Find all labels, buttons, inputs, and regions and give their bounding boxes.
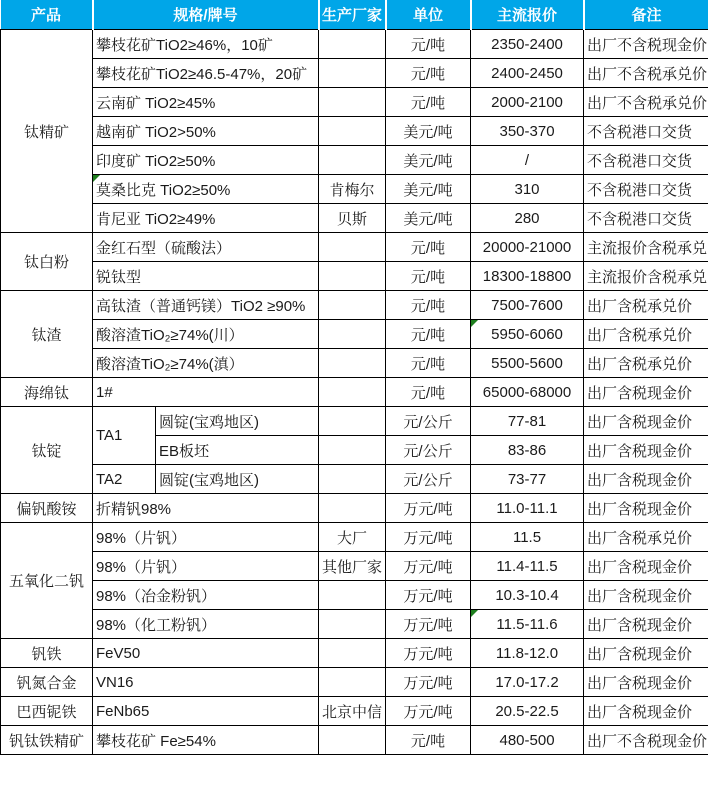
cell-price: 2000-2100 [471,88,584,117]
table-row [1,349,708,378]
cell-note: 出厂不含税承兑价 [584,88,708,117]
cell-price: 73-77 [471,465,584,494]
cell-note: 出厂含税现金价 [584,639,708,668]
cell-maker [319,726,386,755]
cell-price: / [471,146,584,175]
cell-spec: 98%（冶金粉钒） [93,581,319,610]
cell-maker [319,291,386,320]
cell-spec: 印度矿 TiO2≥50% [93,146,319,175]
table-row [1,610,708,639]
cell-maker [319,581,386,610]
table-row [1,30,708,59]
cell-subspec: 圆锭(宝鸡地区) [156,407,319,436]
cell-maker: 肯梅尔 [319,175,386,204]
cell-price: 83-86 [471,436,584,465]
column-header-spec: 规格/牌号 [93,0,319,30]
cell-price: 11.5-11.6 [471,610,584,639]
cell-spec: 金红石型（硫酸法） [93,233,319,262]
cell-unit: 元/吨 [386,349,471,378]
cell-note: 不含税港口交货 [584,204,708,233]
table-row [1,407,708,436]
cell-spec: 攀枝花矿TiO2≥46.5-47%，20矿 [93,59,319,88]
cell-product: 钒氮合金 [1,668,93,697]
cell-note: 出厂含税承兑价 [584,291,708,320]
cell-spec: 酸溶渣TiO₂≥74%(滇） [93,349,319,378]
cell-note: 出厂含税现金价 [584,697,708,726]
cell-unit: 万元/吨 [386,581,471,610]
column-header-note: 备注 [584,0,708,30]
table-row [1,262,708,291]
cell-unit: 元/吨 [386,59,471,88]
cell-product: 钛渣 [1,291,93,378]
cell-note: 出厂不含税承兑价 [584,59,708,88]
cell-grade: TA2 [93,465,156,494]
cell-price: 20000-21000 [471,233,584,262]
cell-note: 出厂含税现金价 [584,668,708,697]
cell-price: 10.3-10.4 [471,581,584,610]
cell-note: 出厂不含税现金价 [584,726,708,755]
cell-product: 五氧化二钒 [1,523,93,639]
cell-unit: 万元/吨 [386,610,471,639]
cell-maker [319,88,386,117]
cell-note: 出厂含税现金价 [584,465,708,494]
cell-maker [319,117,386,146]
cell-spec: 锐钛型 [93,262,319,291]
cell-unit: 元/吨 [386,233,471,262]
cell-price: 2350-2400 [471,30,584,59]
cell-maker [319,349,386,378]
cell-price: 18300-18800 [471,262,584,291]
cell-maker [319,320,386,349]
column-header-price: 主流报价 [471,0,584,30]
cell-maker [319,436,386,465]
cell-unit: 元/吨 [386,726,471,755]
cell-price: 11.8-12.0 [471,639,584,668]
cell-spec: FeNb65 [93,697,319,726]
cell-spec: 高钛渣（普通钙镁）TiO2 ≥90% [93,291,319,320]
cell-maker: 大厂 [319,523,386,552]
cell-price: 11.0-11.1 [471,494,584,523]
cell-price: 11.5 [471,523,584,552]
cell-price: 310 [471,175,584,204]
cell-maker [319,378,386,407]
table-row [1,59,708,88]
cell-note: 出厂含税承兑价 [584,523,708,552]
cell-subspec: EB板坯 [156,436,319,465]
cell-product: 钒钛铁精矿 [1,726,93,755]
table-row [1,494,708,523]
cell-price: 7500-7600 [471,291,584,320]
cell-note: 不含税港口交货 [584,146,708,175]
cell-unit: 元/公斤 [386,407,471,436]
table-row [1,146,708,175]
cell-price: 2400-2450 [471,59,584,88]
cell-spec: 折精钒98% [93,494,319,523]
cell-unit: 美元/吨 [386,146,471,175]
table-row [1,465,708,494]
table-row [1,639,708,668]
cell-price: 350-370 [471,117,584,146]
cell-spec: 98%（化工粉钒） [93,610,319,639]
cell-spec: 1# [93,378,319,407]
cell-subspec: 圆锭(宝鸡地区) [156,465,319,494]
cell-unit: 万元/吨 [386,552,471,581]
cell-maker: 北京中信 [319,697,386,726]
cell-product: 钛锭 [1,407,93,494]
cell-price: 77-81 [471,407,584,436]
cell-note: 出厂含税承兑价 [584,349,708,378]
cell-price: 280 [471,204,584,233]
cell-unit: 万元/吨 [386,639,471,668]
cell-note: 出厂含税现金价 [584,494,708,523]
cell-note: 主流报价含税承兑 [584,233,708,262]
cell-note: 不含税港口交货 [584,175,708,204]
table-row [1,117,708,146]
cell-product: 巴西铌铁 [1,697,93,726]
cell-maker [319,668,386,697]
cell-price: 5950-6060 [471,320,584,349]
cell-price: 20.5-22.5 [471,697,584,726]
cell-spec: 98%（片钒） [93,523,319,552]
cell-spec: 98%（片钒） [93,552,319,581]
header-row [1,0,708,30]
cell-note: 出厂含税现金价 [584,436,708,465]
cell-product: 海绵钛 [1,378,93,407]
table-body [1,30,708,755]
cell-unit: 美元/吨 [386,204,471,233]
cell-product: 钛精矿 [1,30,93,233]
cell-price: 11.4-11.5 [471,552,584,581]
table-row [1,291,708,320]
cell-product: 偏钒酸铵 [1,494,93,523]
cell-maker [319,465,386,494]
cell-unit: 元/吨 [386,320,471,349]
table-row [1,697,708,726]
cell-note: 主流报价含税承兑 [584,262,708,291]
cell-spec: FeV50 [93,639,319,668]
cell-note: 出厂含税现金价 [584,581,708,610]
column-header-product: 产品 [1,0,93,30]
table-row [1,552,708,581]
table-row [1,668,708,697]
cell-note: 出厂含税现金价 [584,407,708,436]
cell-spec: 莫桑比克 TiO2≥50% [93,175,319,204]
cell-maker [319,494,386,523]
cell-unit: 万元/吨 [386,697,471,726]
cell-maker [319,610,386,639]
cell-unit: 美元/吨 [386,175,471,204]
cell-spec: 云南矿 TiO2≥45% [93,88,319,117]
column-header-unit: 单位 [386,0,471,30]
cell-unit: 元/吨 [386,30,471,59]
table-row [1,320,708,349]
cell-note: 出厂含税现金价 [584,378,708,407]
table-row [1,581,708,610]
cell-maker [319,407,386,436]
cell-spec: 酸溶渣TiO₂≥74%(川） [93,320,319,349]
cell-price: 5500-5600 [471,349,584,378]
cell-spec: 肯尼亚 TiO2≥49% [93,204,319,233]
table-row [1,378,708,407]
cell-unit: 元/吨 [386,378,471,407]
cell-unit: 元/吨 [386,88,471,117]
cell-unit: 元/公斤 [386,465,471,494]
cell-maker [319,146,386,175]
table-row [1,204,708,233]
cell-unit: 万元/吨 [386,523,471,552]
cell-maker: 贝斯 [319,204,386,233]
cell-unit: 元/吨 [386,291,471,320]
cell-spec: 攀枝花矿TiO2≥46%，10矿 [93,30,319,59]
cell-note: 出厂含税现金价 [584,552,708,581]
cell-product: 钛白粉 [1,233,93,291]
cell-note: 出厂不含税现金价 [584,30,708,59]
cell-spec: 越南矿 TiO2>50% [93,117,319,146]
cell-unit: 万元/吨 [386,494,471,523]
cell-price: 480-500 [471,726,584,755]
cell-note: 不含税港口交货 [584,117,708,146]
cell-unit: 元/公斤 [386,436,471,465]
cell-maker [319,262,386,291]
table-row [1,523,708,552]
cell-product: 钒铁 [1,639,93,668]
table-row [1,233,708,262]
table-row [1,175,708,204]
cell-price: 65000-68000 [471,378,584,407]
table-row [1,88,708,117]
cell-price: 17.0-17.2 [471,668,584,697]
cell-spec: VN16 [93,668,319,697]
column-header-maker: 生产厂家 [319,0,386,30]
cell-note: 出厂含税承兑价 [584,320,708,349]
table-row [1,726,708,755]
cell-note: 出厂含税现金价 [584,610,708,639]
cell-maker: 其他厂家 [319,552,386,581]
cell-unit: 元/吨 [386,262,471,291]
cell-maker [319,639,386,668]
cell-maker [319,59,386,88]
cell-maker [319,30,386,59]
cell-grade: TA1 [93,407,156,465]
cell-spec: 攀枝花矿 Fe≥54% [93,726,319,755]
cell-unit: 万元/吨 [386,668,471,697]
cell-maker [319,233,386,262]
cell-unit: 美元/吨 [386,117,471,146]
